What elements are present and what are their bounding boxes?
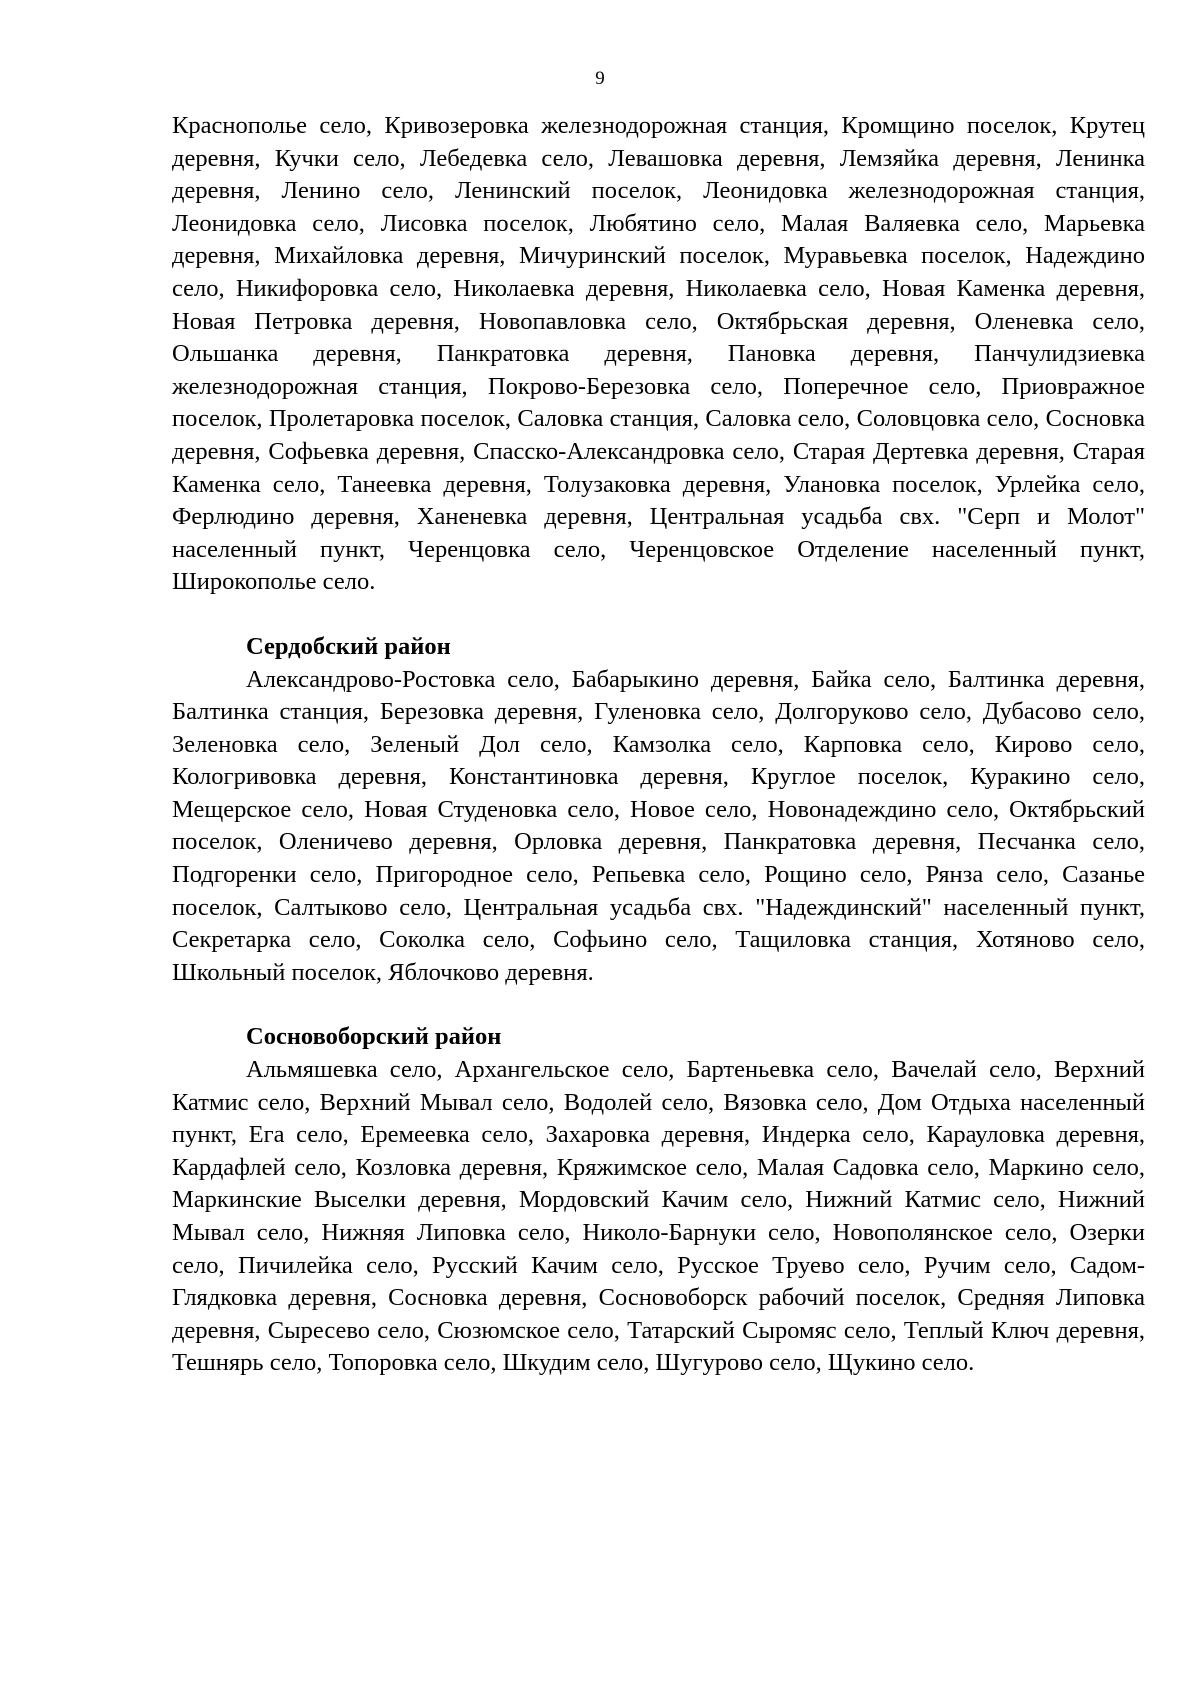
section-text-serdobsky: Александрово-Ростовка село, Бабарыкино деревня, Байка село, Балтинка деревня, Балтинка станция, Березовка деревня, Гуленовка село, Долгоруково село, Дубасово село, Зеленовка село, Зеленый Дол село, Камзолка село, Карповка село, Кирово село, Кологривовка деревня, Константиновка деревня, Круглое поселок, Куракино село, Мещерское село, Новая Студеновка село, Новое село, Новонадеждино село, Октябрьский поселок, Оленичево деревня, Орловка деревня, Панкратовка деревня, Песчанка село, Подгоренки село, Пригородное село, Репьевка село, Рощино село, Рянза село, Сазанье поселок, Салтыково село, Центральная усадьба свх. "Надеждинский" населенный пункт, Секретарка село, Соколка село, Софьино село, Тащиловка станция, Хотяново село, Школьный поселок, Яблочково деревня.: [172, 665, 1145, 986]
section-heading-serdobsky: Сердобский район: [246, 632, 451, 660]
section-heading-sosnovoborsky: Сосновоборский район: [246, 1023, 502, 1051]
document-body: [172, 110, 1145, 1380]
page-number: 9: [595, 68, 605, 89]
intro-paragraph: Краснополье село, Кривозеровка железнодорожная станция, Кромщино поселок, Крутец деревня, Кучки село, Лебедевка село, Левашовка деревня, Лемзяйка деревня, Ленинка деревня, Ленино село, Ленинский поселок, Леонидовка железнодорожная станция, Леонидовка село, Лисовка поселок, Любятино село, Малая Валяевка село, Марьевка деревня, Михайловка деревня, Мичуринский поселок, Муравьевка поселок, Надеждино село, Никифоровка село, Николаевка деревня, Николаевка село, Новая Каменка деревня, Новая Петровка деревня, Новопавловка село, Октябрьская деревня, Оленевка село, Ольшанка деревня, Панкратовка деревня, Пановка деревня, Панчулидзиевка железнодорожная станция, Покрово-Березовка село, Поперечное село, Приовражное поселок, Пролетаровка поселок, Саловка станция, Саловка село, Соловцовка село, Сосновка деревня, Софьевка деревня, Спасско-Александровка село, Старая Дертевка деревня, Старая Каменка село, Танеевка деревня, Толузаковка деревня, Улановка поселок, Урлейка село, Ферлюдино деревня, Ханеневка деревня, Центральная усадьба свх. "Серп и Молот" населенный пункт, Черенцовка село, Черенцовское Отделение населенный пункт, Широкополье село.: [172, 112, 1145, 596]
section-text-sosnovoborsky: Альмяшевка село, Архангельское село, Бартеньевка село, Вачелай село, Верхний Катмис село, Верхний Мывал село, Водолей село, Вязовка село, Дом Отдыха населенный пункт, Ега село, Еремеевка село, Захаровка деревня, Индерка село, Карауловка деревня, Кардафлей село, Козловка деревня, Кряжимское село, Малая Садовка село, Маркино село, Маркинские Выселки деревня, Мордовский Качим село, Нижний Катмис село, Нижний Мывал село, Нижняя Липовка село, Николо-Барнуки село, Новополянское село, Озерки село, Пичилейка село, Русский Качим село, Русское Труево село, Ручим село, Садом-Глядковка деревня, Сосновка деревня, Сосновоборск рабочий поселок, Средняя Липовка деревня, Сыресево село, Сюзюмское село, Татарский Сыромяс село, Теплый Ключ деревня, Тешнярь село, Топоровка село, Шкудим село, Шугурово село, Щукино село.: [172, 1056, 1145, 1377]
